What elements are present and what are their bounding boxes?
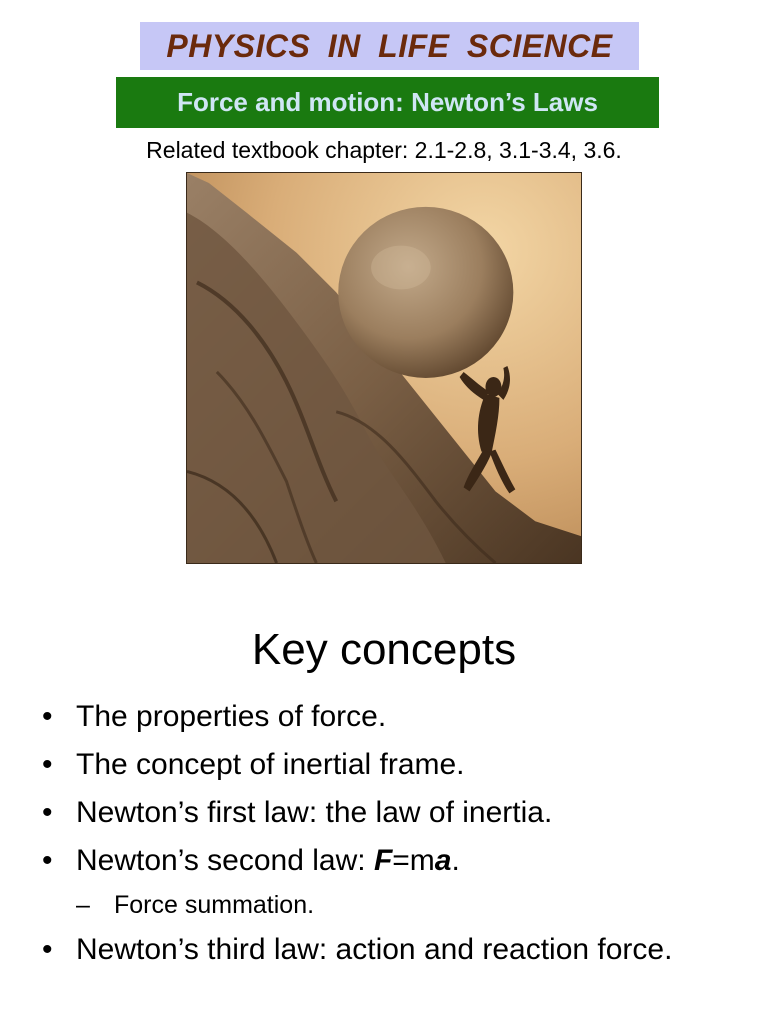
page-subtitle: Force and motion: Newton’s Laws	[177, 87, 598, 117]
bullet-icon: •	[42, 933, 53, 966]
list-item	[42, 840, 742, 882]
list-item	[42, 792, 742, 834]
title-banner	[140, 22, 639, 70]
bullet-icon: •	[42, 748, 53, 781]
formula-period: .	[451, 844, 460, 877]
page-title: PHYSICS IN LIFE SCIENCE	[166, 27, 613, 64]
sisyphus-boulder-photo-icon	[187, 173, 581, 563]
key-concepts-heading: Key concepts	[251, 625, 517, 674]
key-concepts-list	[42, 696, 742, 976]
list-item	[76, 888, 742, 922]
concept-text: Newton’s second law:	[76, 844, 374, 877]
concept-text: Newton’s first law: the law of inertia.	[76, 796, 553, 829]
formula-equals-mass: =m	[392, 844, 435, 877]
concept-text: The properties of force.	[76, 700, 387, 733]
list-item	[42, 744, 742, 786]
sisyphus-photo	[186, 172, 582, 564]
concept-subtext: Force summation.	[114, 891, 315, 919]
bullet-icon: •	[42, 700, 53, 733]
list-item	[42, 696, 742, 738]
bullet-icon: •	[42, 844, 53, 877]
concept-text: The concept of inertial frame.	[76, 748, 465, 781]
dash-icon: –	[76, 891, 90, 919]
subtitle-banner	[116, 77, 659, 128]
concept-text: Newton’s third law: action and reaction force.	[76, 933, 673, 966]
list-item	[42, 930, 716, 970]
formula-acceleration: a	[434, 844, 452, 877]
related-chapter-line: Related textbook chapter: 2.1-2.8, 3.1-3.4, 3.6.	[146, 137, 622, 163]
formula-force: F	[373, 844, 393, 877]
bullet-icon: •	[42, 796, 53, 829]
